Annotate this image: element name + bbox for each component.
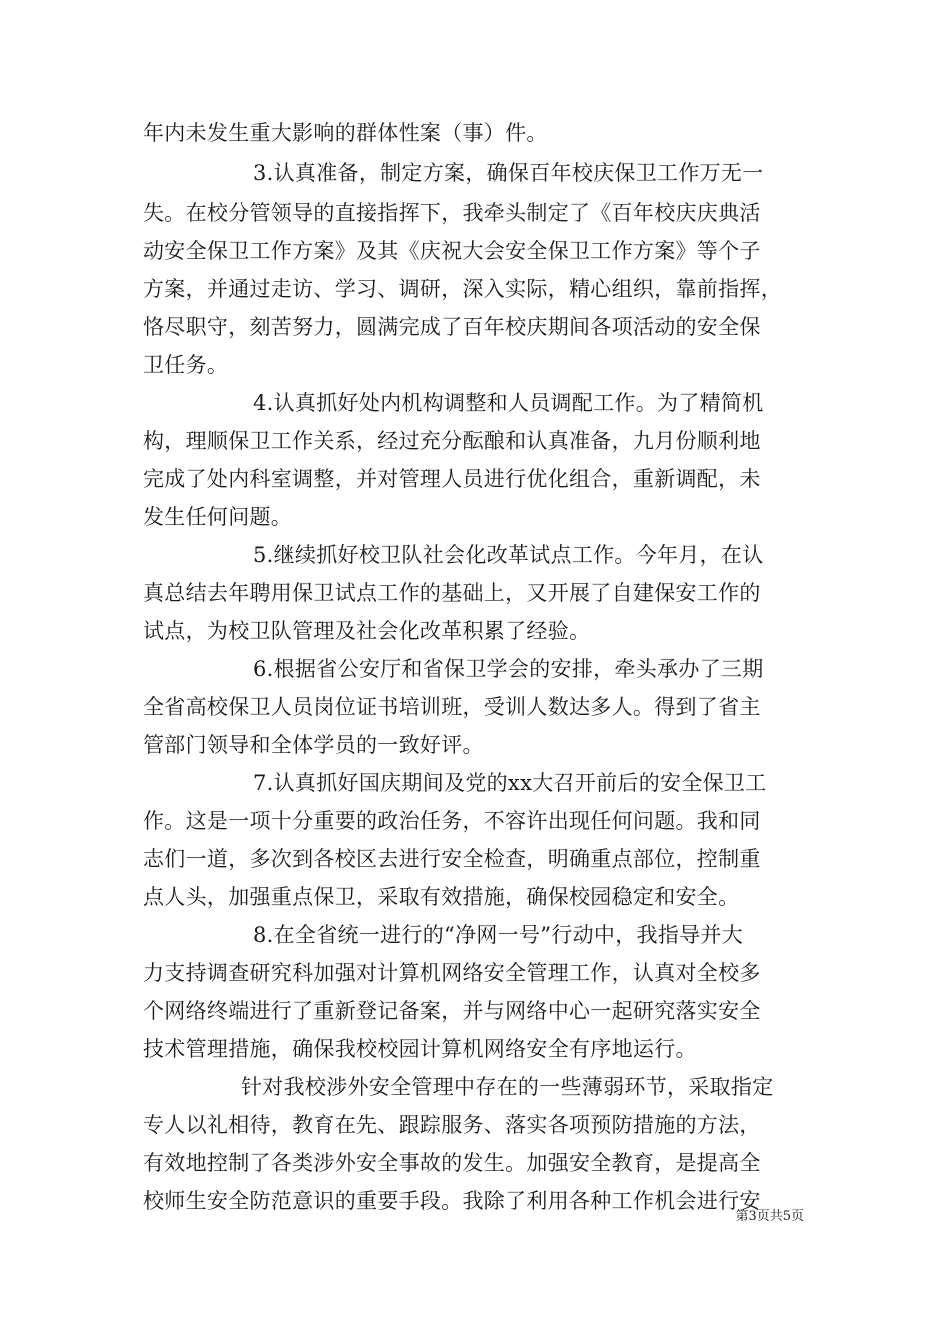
- text-line: 7.认真抓好国庆期间及党的xx大召开前后的安全保卫工: [253, 771, 767, 795]
- text-line: 构，理顺保卫工作关系，经过充分酝酿和认真准备，九月份顺利地: [143, 429, 761, 453]
- text-line: 有效地控制了各类涉外安全事故的发生。加强安全教育，是提高全: [143, 1151, 761, 1175]
- text-line: 4.认真抓好处内机构调整和人员调配工作。为了精简机: [253, 391, 764, 415]
- text-line: 作。这是一项十分重要的政治任务，不容许出现任何问题。我和同: [143, 809, 761, 833]
- text-line: 年内未发生重大影响的群体性案（事）件。: [143, 121, 548, 145]
- text-line: 管部门领导和全体学员的一致好评。: [143, 733, 484, 757]
- text-line: 志们一道，多次到各校区去进行安全检查，明确重点部位，控制重: [143, 847, 761, 871]
- text-line: 动安全保卫工作方案》及其《庆祝大会安全保卫工作方案》等个子: [143, 239, 761, 263]
- page-number: 第3页共5页: [735, 1209, 804, 1224]
- text-line: 恪尽职守，刻苦努力，圆满完成了百年校庆期间各项活动的安全保: [143, 315, 761, 339]
- text-line: 真总结去年聘用保卫试点工作的基础上，又开展了自建保安工作的: [143, 581, 761, 605]
- text-line: 个网络终端进行了重新登记备案，并与网络中心一起研究落实安全: [143, 999, 761, 1023]
- text-line: 8.在全省统一进行的“净网一号”行动中，我指导并大: [253, 923, 744, 947]
- text-line: 卫任务。: [143, 353, 229, 377]
- text-line: 发生任何问题。: [143, 505, 293, 529]
- text-line: 针对我校涉外安全管理中存在的一些薄弱环节，采取指定: [241, 1075, 774, 1099]
- text-line: 点人头，加强重点保卫，采取有效措施，确保校园稳定和安全。: [143, 885, 740, 909]
- text-line: 6.根据省公安厅和省保卫学会的安排，牵头承办了三期: [253, 657, 764, 681]
- text-line: 失。在校分管领导的直接指挥下，我牵头制定了《百年校庆庆典活: [143, 201, 761, 225]
- text-line: 3.认真准备，制定方案，确保百年校庆保卫工作万无一: [253, 161, 764, 185]
- text-line: 完成了处内科室调整，并对管理人员进行优化组合，重新调配，未: [143, 467, 761, 491]
- text-line: 专人以礼相待，教育在先、跟踪服务、落实各项预防措施的方法，: [143, 1113, 761, 1137]
- text-line: 校师生安全防范意识的重要手段。我除了利用各种工作机会进行安: [143, 1189, 761, 1213]
- text-line: 全省高校保卫人员岗位证书培训班，受训人数达多人。得到了省主: [143, 695, 761, 719]
- text-line: 技术管理措施，确保我校校园计算机网络安全有序地运行。: [143, 1037, 697, 1061]
- text-line: 试点，为校卫队管理及社会化改革积累了经验。: [143, 619, 591, 643]
- text-line: 5.继续抓好校卫队社会化改革试点工作。今年月，在认: [253, 543, 764, 567]
- text-line: 力支持调查研究科加强对计算机网络安全管理工作，认真对全校多: [143, 961, 761, 985]
- text-line: 方案，并通过走访、学习、调研，深入实际，精心组织，靠前指挥，: [143, 277, 782, 301]
